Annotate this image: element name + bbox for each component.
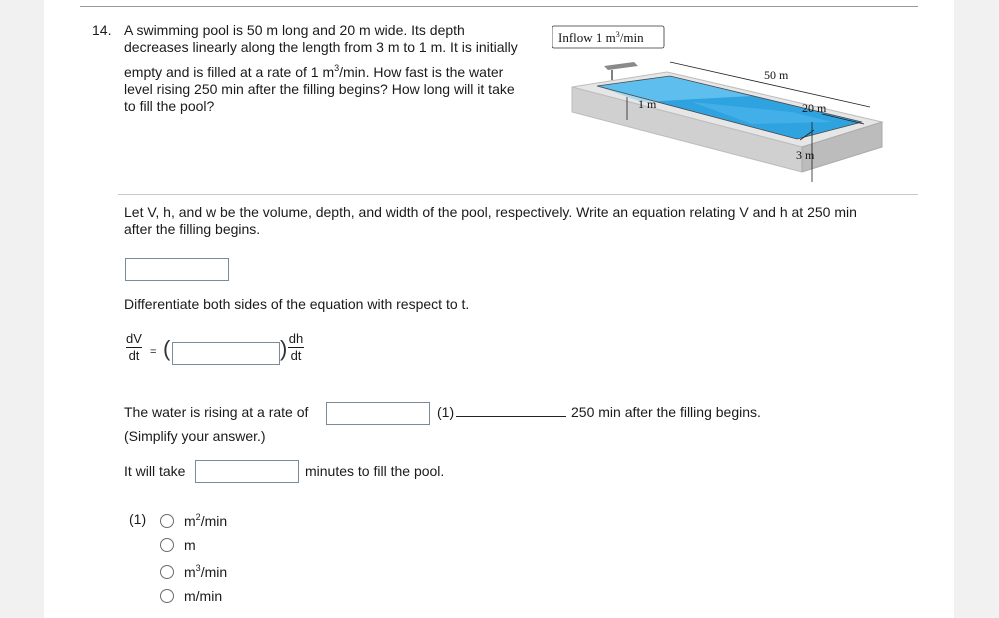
step1-instruction: Let V, h, and w be the volume, depth, and width of the pool, respectively. Write an equation relating V and h at 250 min after the filling begins.	[124, 204, 857, 237]
section-divider	[118, 194, 918, 195]
question-text	[124, 22, 554, 115]
question-line: empty and is filled at a rate of 1 $m^3/\min$. How fast is the water	[124, 63, 504, 80]
fill-time-prefix: It will take	[124, 463, 186, 479]
fill-time-suffix: minutes to fill the pool.	[305, 463, 445, 479]
fill-time-input[interactable]	[195, 460, 299, 483]
inflow-label: Inflow 1 $m^3/\min$	[558, 30, 644, 45]
left-paren: (	[163, 336, 171, 361]
radio-button[interactable]	[160, 514, 174, 528]
pool-figure	[552, 22, 892, 190]
unit-option-m[interactable]: m	[160, 537, 196, 553]
length-label: 50 m	[764, 68, 789, 82]
unit-reference: (1)	[437, 404, 455, 420]
derivative-coefficient-input[interactable]	[172, 342, 280, 365]
choices-label: (1)	[129, 511, 147, 527]
dh-dt-fraction: dh dt	[288, 331, 304, 363]
radio-button[interactable]	[160, 538, 174, 552]
deep-depth-label: 3 m	[796, 148, 815, 162]
equation-input[interactable]	[125, 258, 229, 281]
unit-option-m3-per-min[interactable]: $m^3/\min$	[160, 563, 227, 580]
unit-option-m-per-min[interactable]: m/min	[160, 588, 222, 604]
question-line: decreases linearly along the length from 3 m to 1 m. It is initially	[124, 39, 518, 55]
unit-answer-line[interactable]	[456, 416, 566, 417]
rate-prefix: The water is rising at a rate of	[124, 404, 309, 420]
rate-input[interactable]	[326, 402, 430, 425]
question-line: level rising 250 min after the filling begins? How long will it take	[124, 81, 515, 97]
dv-dt-fraction: dV dt	[126, 331, 142, 363]
radio-button[interactable]	[160, 565, 174, 579]
question-number: 14.	[92, 22, 112, 38]
equals-sign: =	[150, 346, 157, 358]
pool-illustration	[552, 22, 892, 190]
radio-button[interactable]	[160, 589, 174, 603]
simplify-note: (Simplify your answer.)	[124, 428, 266, 444]
width-label: 20 m	[802, 101, 827, 115]
question-line: A swimming pool is 50 m long and 20 m wide. Its depth	[124, 22, 465, 38]
unit-option-m2-per-min[interactable]: $m^2/\min$	[160, 512, 227, 529]
shallow-depth-label: 1 m	[638, 97, 657, 111]
right-paren: )	[280, 336, 288, 361]
question-line: to fill the pool?	[124, 98, 215, 114]
rate-suffix: 250 min after the filling begins.	[571, 404, 761, 420]
top-divider	[80, 6, 918, 7]
step2-instruction: Differentiate both sides of the equation with respect to t.	[124, 296, 470, 312]
